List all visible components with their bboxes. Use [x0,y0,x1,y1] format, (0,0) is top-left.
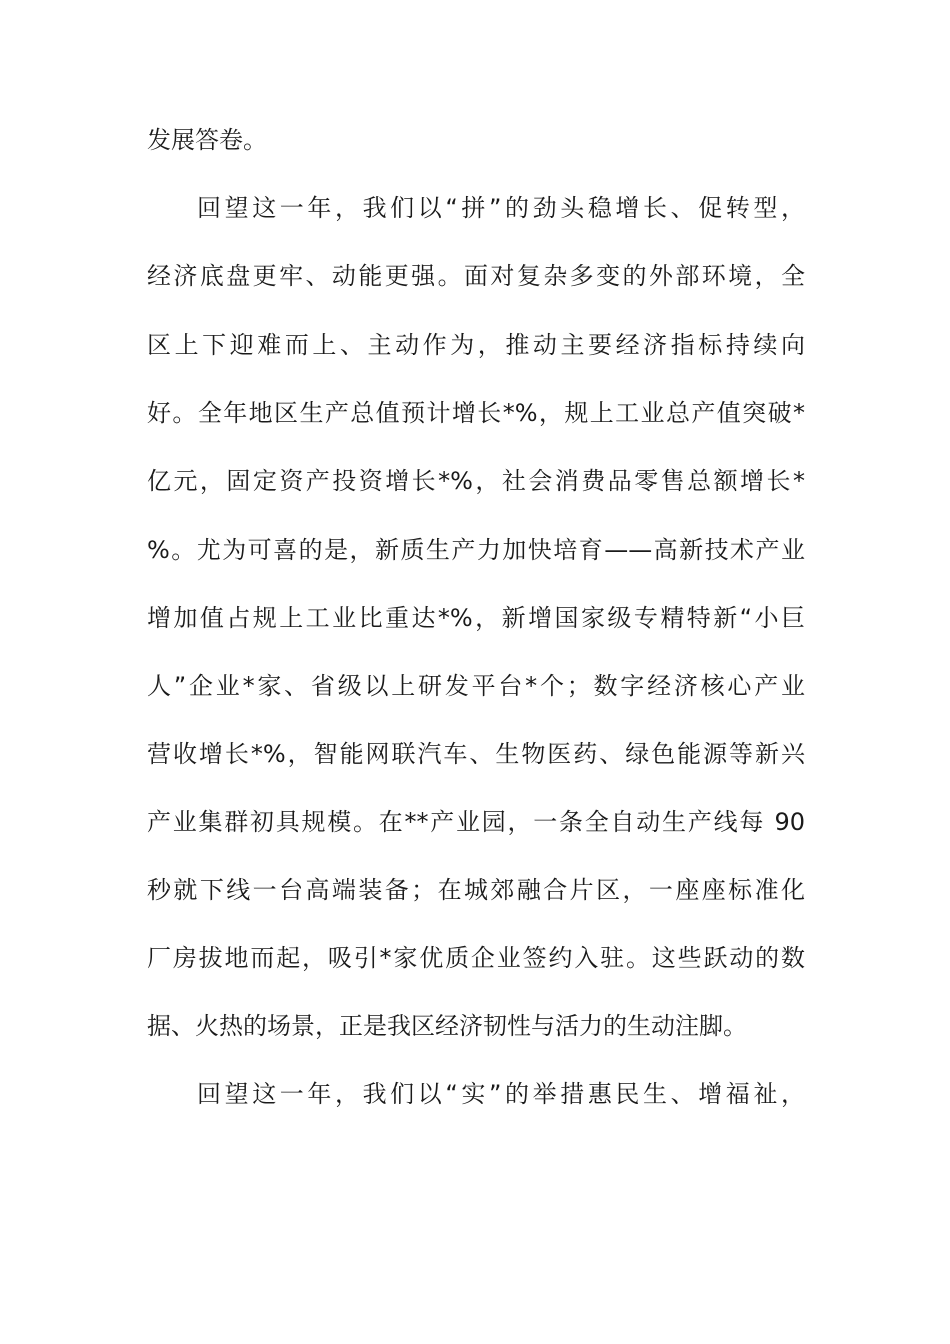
paragraph-line: 据、火热的场景，正是我区经济韧性与活力的生动注脚。 [147,1012,747,1040]
paragraph-line: 营收增长*%，智能网联汽车、生物医药、绿色能源等新兴 [147,740,805,768]
paragraph-line: 秒就下线一台高端装备；在城郊融合片区，一座座标准化 [147,876,805,904]
paragraph-line: 经济底盘更牢、动能更强。面对复杂多变的外部环境，全 [147,262,805,290]
paragraph-line: 区上下迎难而上、主动作为，推动主要经济指标持续向 [147,331,805,359]
paragraph-line: 回望这一年，我们以“拼”的劲头稳增长、促转型， [197,194,805,222]
paragraph-line: 亿元，固定资产投资增长*%，社会消费品零售总额增长* [147,467,805,495]
paragraph-line: 厂房拔地而起，吸引*家优质企业签约入驻。这些跃动的数 [147,944,805,972]
paragraph-line: 人”企业*家、省级以上研发平台*个；数字经济核心产业 [147,672,805,700]
paragraph-line: 增加值占规上工业比重达*%，新增国家级专精特新“小巨 [147,604,805,632]
paragraph-line: 发展答卷。 [147,126,267,154]
paragraph-line: %。尤为可喜的是，新质生产力加快培育——高新技术产业 [147,536,805,564]
paragraph-line: 好。全年地区生产总值预计增长*%，规上工业总产值突破* [147,399,805,427]
paragraph-line: 产业集群初具规模。在**产业园，一条全自动生产线每 90 [147,808,805,836]
paragraph-line: 回望这一年，我们以“实”的举措惠民生、增福祉， [197,1080,805,1108]
